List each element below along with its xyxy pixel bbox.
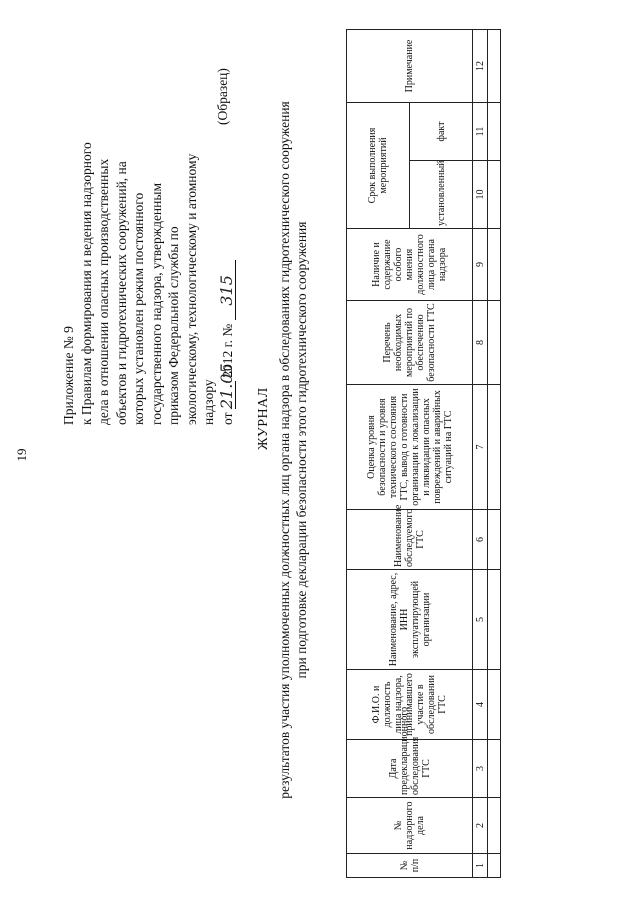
appendix-line: дела в отношении опасных производственных <box>96 158 111 425</box>
empty-data-row <box>488 29 501 877</box>
header-cell-inspection-date: Дата предекларационного обследования ГТС <box>347 740 473 798</box>
header-cell-organization: Наименование, адрес, ИНН эксплуатирующей организации <box>347 570 473 670</box>
appendix-line: к Правилам формирования и ведения надзорного <box>78 142 94 425</box>
column-number-cell: 10 <box>473 161 488 229</box>
column-number-cell: 6 <box>473 510 488 570</box>
empty-cell <box>488 854 501 878</box>
column-number-cell: 3 <box>473 740 488 798</box>
column-number-cell: 7 <box>473 385 488 510</box>
empty-cell <box>488 798 501 854</box>
journal-subtitle-line: при подготовке декларации безопасности этого гидротехнического сооружения <box>294 221 309 679</box>
appendix-block <box>60 0 236 425</box>
column-number-cell: 2 <box>473 798 488 854</box>
empty-cell <box>488 29 501 102</box>
column-number-cell: 4 <box>473 670 488 740</box>
header-cell-note: Примечание <box>347 29 473 102</box>
empty-cell <box>488 385 501 510</box>
header-cell-number: № п/п <box>347 854 473 878</box>
header-cell-safety-assessment: Оценка уровня безопасности и уровня технического состояния ГТС, вывод о готовности организации к локализации и ликвидации опасных повреждений и аварийных ситуаций на ГТС <box>347 385 473 510</box>
sample-label: (Образец) <box>215 68 230 125</box>
journal-subtitle-line: результатов участия уполномоченных должностных лиц органа надзора в обследованиях гидротехнического сооружения <box>277 101 292 799</box>
column-number-row <box>473 29 488 877</box>
appendix-line: приказом Федеральной службы по <box>166 226 181 425</box>
header-cell-structure-name: Наименование обследуемого ГТС <box>347 510 473 570</box>
header-cell-dissenting-opinion: Наличие и содержание особого мнения должностного лица органа надзора <box>347 229 473 301</box>
order-line <box>218 0 237 425</box>
empty-cell <box>488 510 501 570</box>
appendix-line: надзору <box>201 379 216 425</box>
empty-cell <box>488 740 501 798</box>
empty-cell <box>488 670 501 740</box>
column-number-cell: 8 <box>473 301 488 385</box>
column-number-cell: 9 <box>473 229 488 301</box>
header-cell-deadline-set: установленный <box>410 161 473 229</box>
order-year: 2012 г. № <box>219 323 235 378</box>
empty-cell <box>488 102 501 160</box>
appendix-line: объектов и гидротехнических сооружений, на <box>113 161 129 425</box>
empty-cell <box>488 161 501 229</box>
journal-title: ЖУРНАЛ <box>256 387 271 450</box>
appendix-line: Приложение № 9 <box>61 326 76 425</box>
column-number-cell: 12 <box>473 29 488 102</box>
journal-table <box>346 29 501 878</box>
appendix-line: государственного надзора, утвержденным <box>148 183 164 425</box>
column-number-cell: 1 <box>473 854 488 878</box>
empty-cell <box>488 301 501 385</box>
header-cell-case-number: № надзорного дела <box>347 798 473 854</box>
order-prefix: от <box>219 412 235 425</box>
header-cell-deadline: Срок выполнения мероприятий <box>347 102 410 228</box>
appendix-line: которых установлен режим постоянного <box>131 192 146 425</box>
page-number: 19 <box>14 448 29 462</box>
order-number-handwritten: 315 <box>218 260 237 320</box>
empty-cell <box>488 570 501 670</box>
journal-subtitle <box>276 35 310 865</box>
column-number-cell: 5 <box>473 570 488 670</box>
empty-cell <box>488 229 501 301</box>
column-number-cell: 11 <box>473 102 488 160</box>
appendix-line: экологическому, технологическому и атомному <box>183 153 199 425</box>
header-cell-measures: Перечень необходимых мероприятий по обеспечению безопасности ГТС <box>347 301 473 385</box>
order-date-handwritten: 21.05 <box>216 363 236 410</box>
header-cell-inspector: Ф.И.О. и должность лица надзора, принимавшего участие в обследовании ГТС <box>347 670 473 740</box>
header-cell-deadline-actual: факт <box>410 102 473 160</box>
